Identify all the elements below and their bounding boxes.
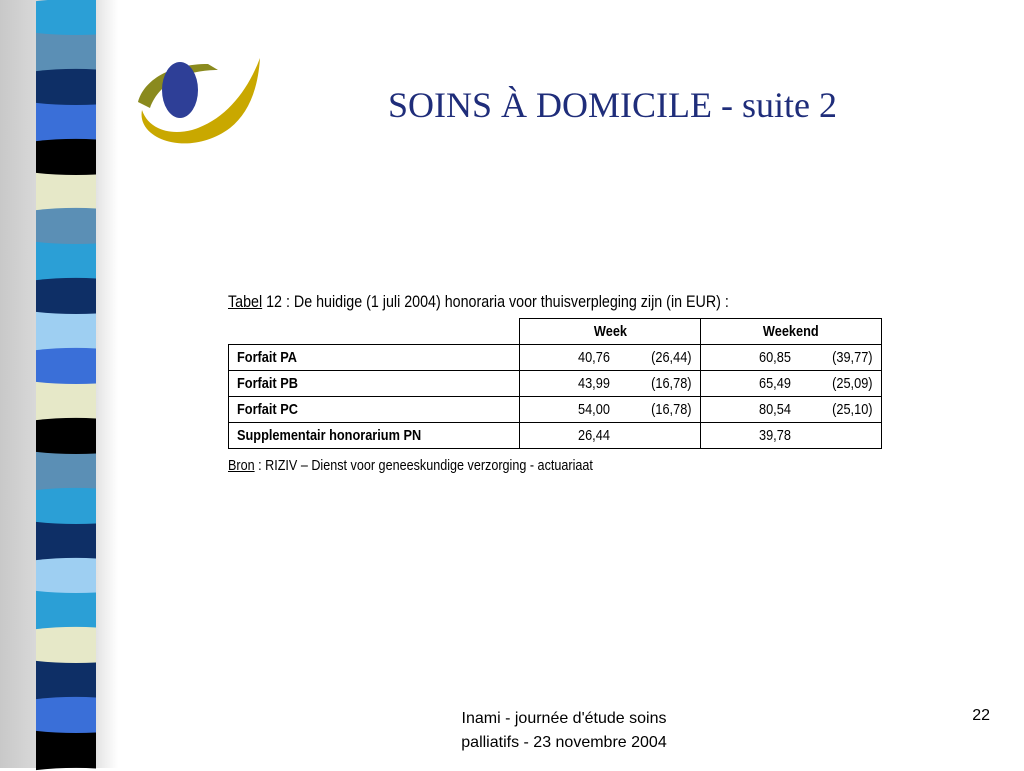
table-header-row bbox=[229, 319, 882, 345]
page-number: 22 bbox=[972, 707, 990, 724]
table-row bbox=[229, 423, 882, 449]
source-prefix: Bron bbox=[228, 457, 255, 474]
caption-prefix: Tabel bbox=[228, 292, 263, 311]
weekend-cell: 60,85 (39,77) bbox=[701, 345, 882, 371]
week-cell: 26,44 bbox=[520, 423, 701, 449]
table-row bbox=[229, 345, 882, 371]
row-label: Forfait PA bbox=[229, 345, 520, 371]
strip-segment bbox=[36, 730, 96, 771]
row-label: Forfait PC bbox=[229, 397, 520, 423]
inami-logo bbox=[130, 50, 270, 160]
header-weekend: Weekend bbox=[701, 319, 882, 345]
slide-title: SOINS À DOMICILE - suite 2 bbox=[388, 85, 837, 125]
weekend-cell: 80,54 (25,10) bbox=[701, 397, 882, 423]
week-cell: 40,76 (26,44) bbox=[520, 345, 701, 371]
table-caption bbox=[228, 292, 782, 312]
week-cell: 43,99 (16,78) bbox=[520, 371, 701, 397]
table-row bbox=[229, 371, 882, 397]
row-label: Supplementair honorarium PN bbox=[229, 423, 520, 449]
header-week: Week bbox=[520, 319, 701, 345]
table-row bbox=[229, 397, 882, 423]
footer-line-2: palliatifs - 23 novembre 2004 bbox=[461, 734, 667, 751]
slide-footer bbox=[404, 707, 724, 755]
honoraria-table bbox=[228, 318, 882, 449]
caption-text: 12 : De huidige (1 juli 2004) honoraria voor thuisverpleging zijn (in EUR) : bbox=[262, 292, 729, 311]
weekend-cell: 39,78 bbox=[701, 423, 882, 449]
week-cell: 54,00 (16,78) bbox=[520, 397, 701, 423]
table-source bbox=[228, 457, 732, 474]
source-text: : RIZIV – Dienst voor geneeskundige verzorging - actuariaat bbox=[254, 457, 593, 474]
footer-line-1: Inami - journée d'étude soins bbox=[461, 710, 667, 727]
weekend-cell: 65,49 (25,09) bbox=[701, 371, 882, 397]
decorative-color-strip bbox=[36, 0, 96, 768]
row-label: Forfait PB bbox=[229, 371, 520, 397]
table-corner-cell bbox=[229, 319, 520, 345]
